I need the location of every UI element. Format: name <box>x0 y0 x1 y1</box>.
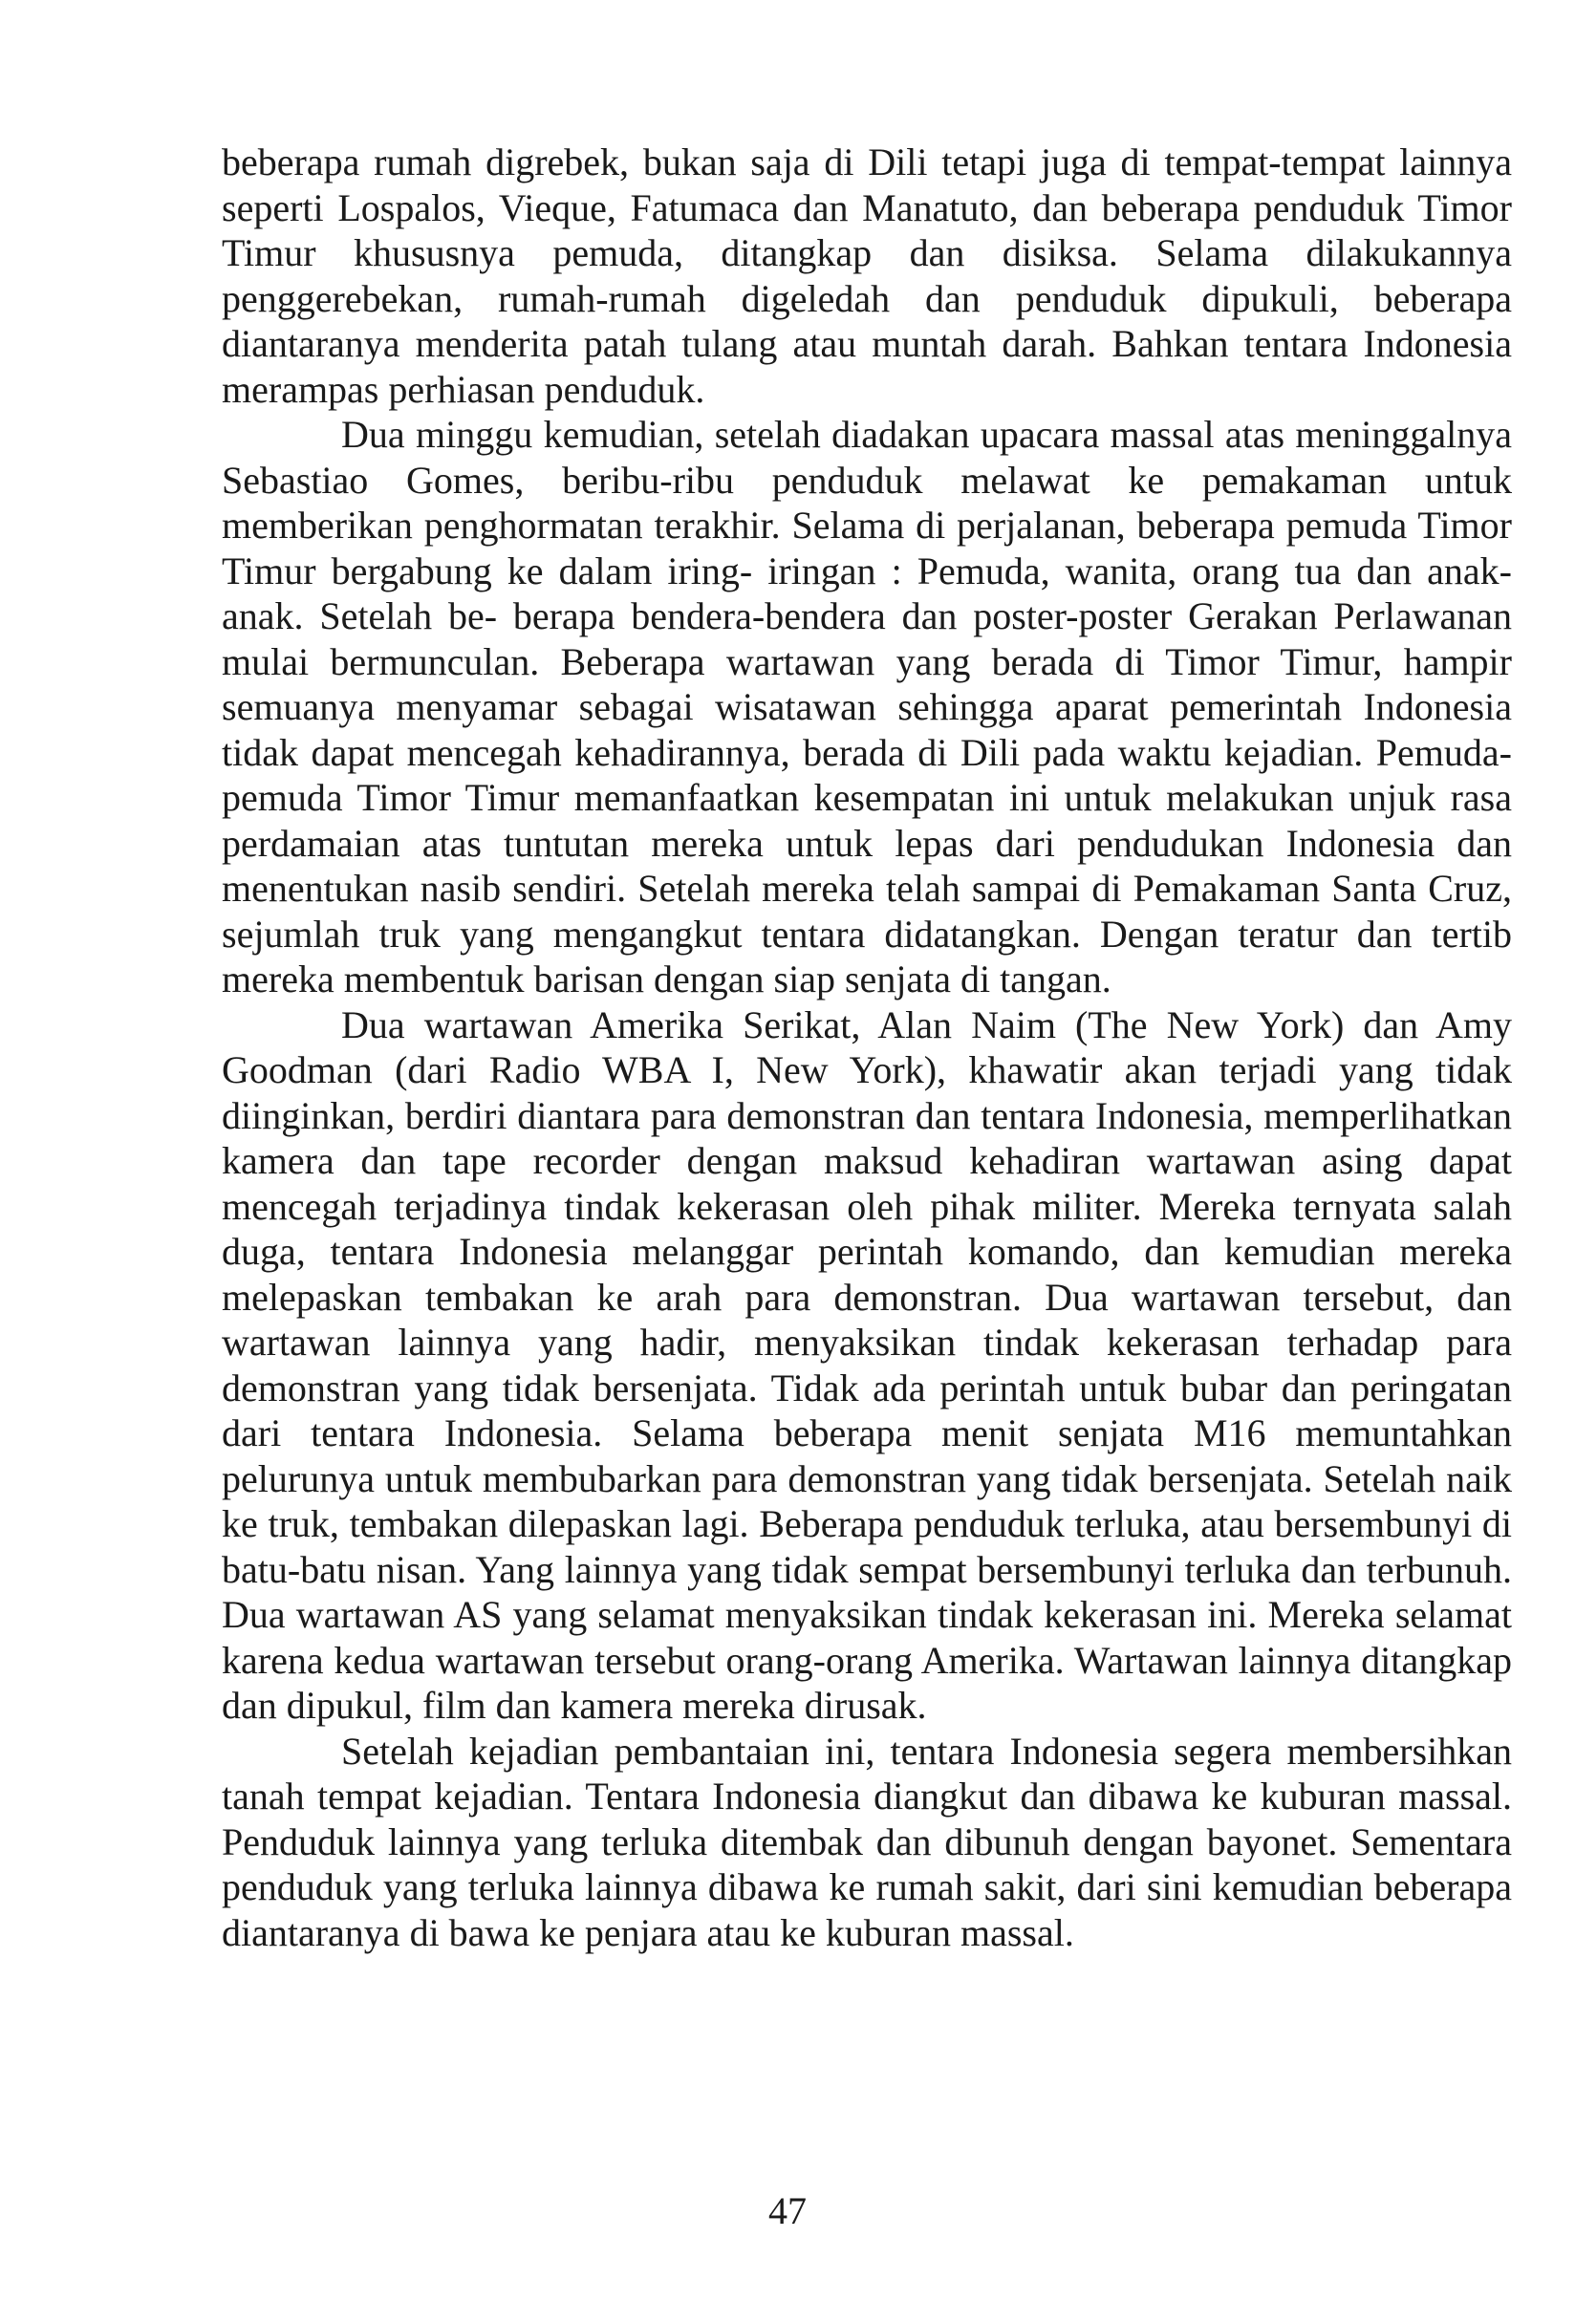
paragraph-3: Dua wartawan Amerika Serikat, Alan Naim (The New York) dan Amy Goodman (dari Radio WBA I, New York), khawatir akan terjadi yang tidak diinginkan, berdiri diantara para demonstran dan tentara Indonesia, memperlihatkan kamera dan tape recorder dengan maksud kehadiran wartawan asing dapat mencegah terjadinya tindak kekerasan oleh pihak militer. Mereka ternyata salah duga, tentara Indonesia melanggar perintah komando, dan kemudian mereka melepaskan tembakan ke arah para demonstran. Dua wartawan tersebut, dan wartawan lainnya yang hadir, menyaksikan tindak kekerasan terhadap para demonstran yang tidak bersenjata. Tidak ada perintah untuk bubar dan peringatan dari tentara Indonesia. Selama beberapa menit senjata M16 memuntahkan pelurunya untuk membubarkan para demonstran yang tidak bersenjata. Setelah naik ke truk, tembakan dilepaskan lagi. Beberapa penduduk terluka, atau bersembunyi di batu-batu nisan. Yang lainnya yang tidak sempat bersembunyi terluka dan terbunuh. Dua wartawan AS yang selamat menyaksikan tindak kekerasan ini. Mereka selamat karena kedua wartawan tersebut orang-orang Amerika. Wartawan lainnya ditangkap dan dipukul, film dan kamera mereka dirusak. <box>222 1002 1512 1727</box>
page-body <box>222 140 1512 1955</box>
page-number: 47 <box>768 2189 807 2232</box>
paragraph-1: beberapa rumah digrebek, bukan saja di Dili tetapi juga di tempat-tempat lainnya seperti Lospalos, Vieque, Fatumaca dan Manatuto, dan beberapa penduduk Timor Timur khususnya pemuda, ditangkap dan disiksa. Selama dilakukannya penggerebekan, rumah-rumah digeledah dan penduduk dipukuli, beberapa diantaranya menderita patah tulang atau muntah darah. Bahkan tentara Indonesia merampas perhiasan penduduk. <box>222 140 1512 411</box>
paragraph-4: Setelah kejadian pembantaian ini, tentara Indonesia segera membersihkan tanah tempat kejadian. Tentara Indonesia diangkut dan dibawa ke kuburan massal. Penduduk lainnya yang terluka ditembak dan dibunuh dengan bayonet. Sementara penduduk yang terluka lainnya dibawa ke rumah sakit, dari sini kemudian beberapa diantaranya di bawa ke penjara atau ke kuburan massal. <box>222 1729 1512 1954</box>
paragraph-2: Dua minggu kemudian, setelah diadakan upacara massal atas meninggalnya Sebastiao Gomes, beribu-ribu penduduk melawat ke pemakaman untuk memberikan penghormatan terakhir. Selama di perjalanan, beberapa pemuda Timor Timur bergabung ke dalam iring- iringan : Pemuda, wanita, orang tua dan anak-anak. Setelah be- berapa bendera-bendera dan poster-poster Gerakan Perlawanan mulai bermunculan. Beberapa wartawan yang berada di Timor Timur, hampir semuanya menyamar sebagai wisatawan sehingga aparat pemerintah Indonesia tidak dapat mencegah kehadirannya, berada di Dili pada waktu kejadian. Pemuda-pemuda Timor Timur memanfaatkan kesempatan ini untuk melakukan unjuk rasa perdamaian atas tuntutan mereka untuk lepas dari pendudukan Indonesia dan menentukan nasib sendiri. Setelah mereka telah sampai di Pemakaman Santa Cruz, sejumlah truk yang mengangkut tentara didatangkan. Dengan teratur dan tertib mereka membentuk barisan dengan siap senjata di tangan. <box>222 413 1512 1001</box>
